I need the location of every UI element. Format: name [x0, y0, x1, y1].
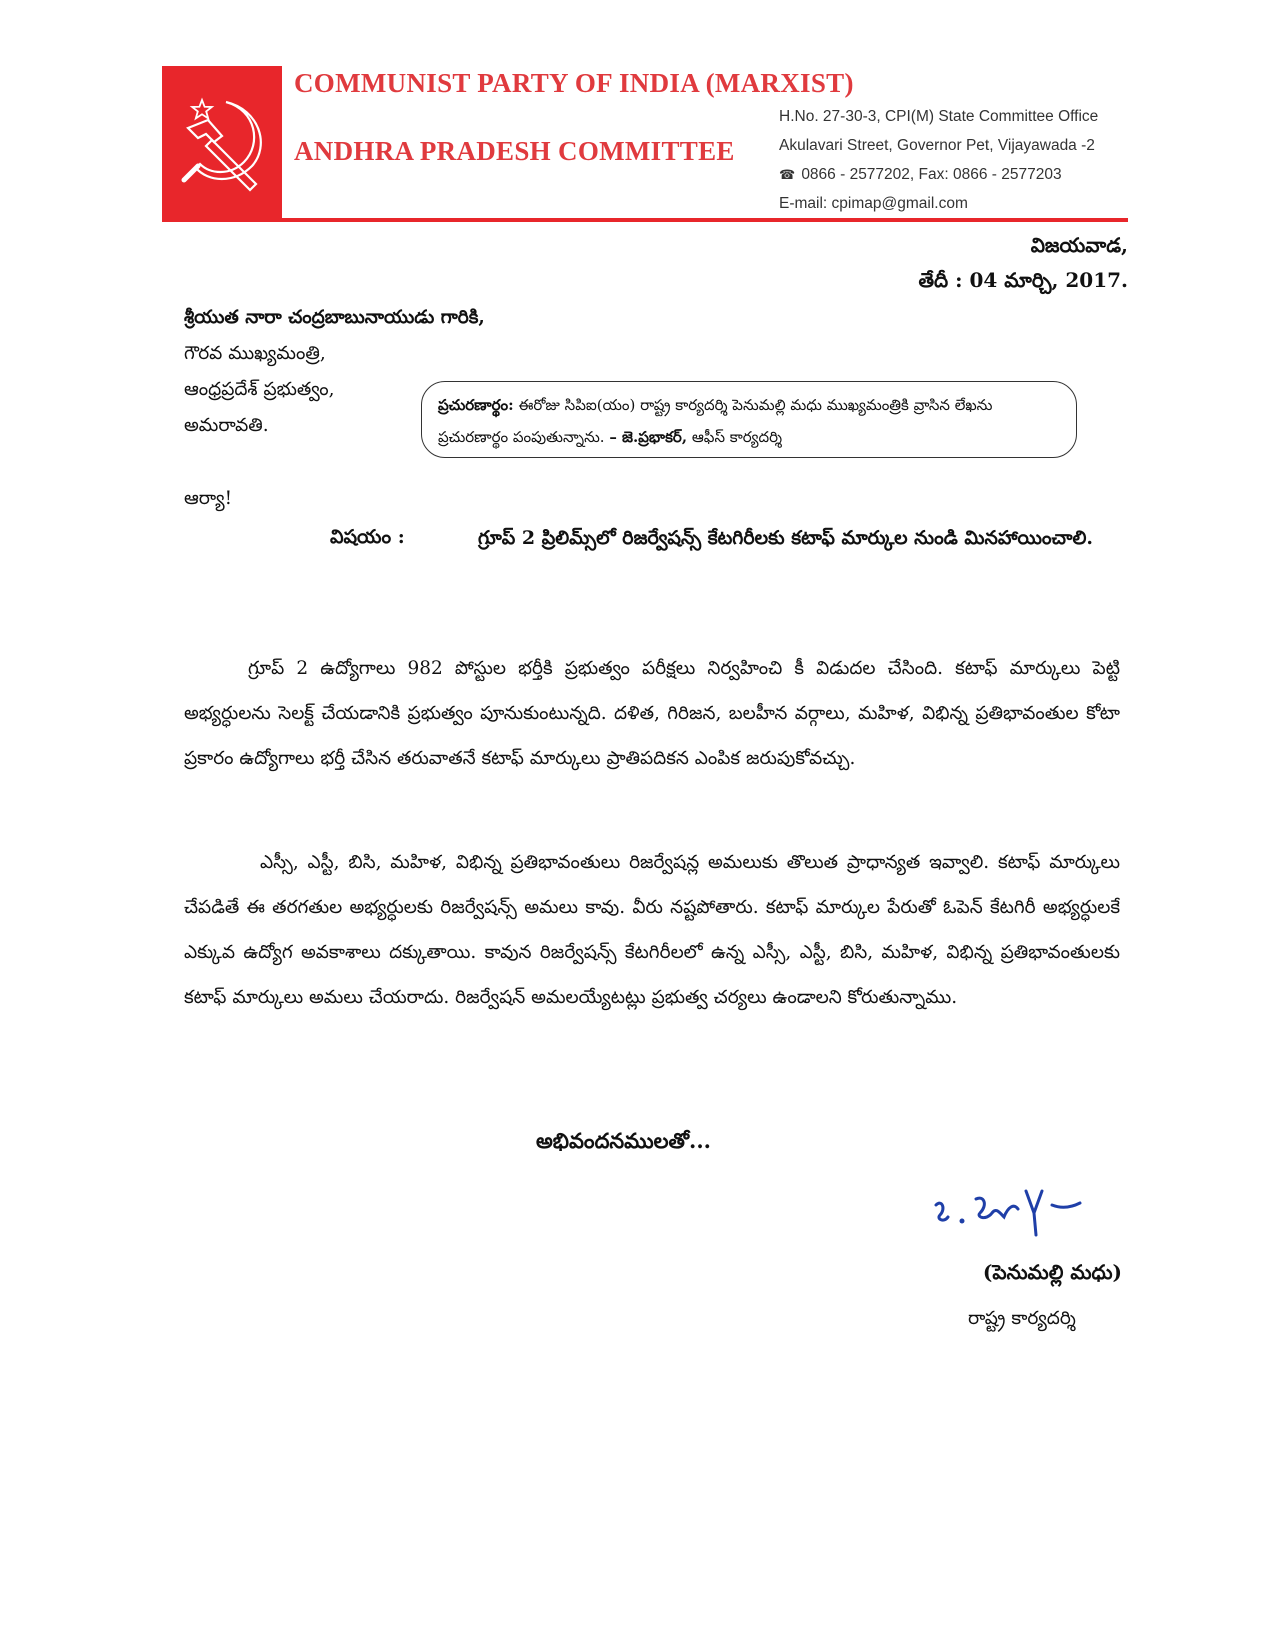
body-paragraph-2: ఎస్సీ, ఎస్టీ, బిసి, మహిళ, విభిన్న ప్రతిభావంతులు రిజర్వేషన్ల అమలుకు తొలుత ప్రాధాన్యత ఇవ్వాలి. కటాఫ్ మార్కులు చేపడితే ఈ తరగతుల అభ్యర్ధులకు రిజర్వేషన్స్ అమలు కావు. వీరు నష్టపోతారు. కటాఫ్ మార్కుల పేరుతో ఓపెన్ కేటగిరీ అభ్యర్ధులకే ఎక్కువ ఉద్యోగ అవకాశాలు దక్కుతాయి. కావున రిజర్వేషన్స్ కేటగిరీలలో ఉన్న ఎస్సీ, ఎస్టీ, బిసి, మహిళ, విభిన్న ప్రతిభావంతులకు కటాఫ్ మార్కులు అమలు చేయరాదు. రిజర్వేషన్ అమలయ్యేటట్లు ప్రభుత్వ చర్యలు ఉండాలని కోరుతున్నాము. [184, 852, 1120, 1008]
recipient-name: శ్రీయుత నారా చంద్రబాబునాయుడు గారికి, [184, 307, 485, 328]
subject-text: గ్రూప్ 2 ప్రిలిమ్స్‌లో రిజర్వేషన్స్ కేటగిరీలకు కటాఫ్ మార్కుల నుండి మినహాయించాలి. [478, 527, 1094, 549]
hammer-and-sickle-icon [164, 96, 274, 196]
recipient-designation: గౌరవ ముఖ్యమంత్రి, [184, 343, 326, 364]
subject-label: విషయం : [330, 526, 405, 548]
press-note-text: ఈరోజు సిపిఐ(యం) రాష్ట్ర కార్యదర్శి పెనుమల్లి మధు ముఖ్యమంత్రికి వ్రాసిన లేఖను ప్రచురణార్థం పంపుతున్నాను. [438, 396, 993, 446]
phone-number: 0866 - 2577202, Fax: 0866 - 2577203 [801, 166, 1062, 183]
party-logo [162, 66, 282, 222]
salutation: ఆర్యా! [184, 488, 233, 509]
closing: అభివందనములతో... [536, 1128, 711, 1153]
handwritten-signature [930, 1183, 1110, 1259]
org-name: COMMUNIST PARTY OF INDIA (MARXIST) [294, 68, 854, 98]
signer-title: రాష్ట్ర కార్యదర్శి [968, 1308, 1076, 1329]
place: విజయవాడ, [1030, 233, 1128, 257]
phone-icon: ☎ [779, 167, 796, 182]
press-note-role: ఆఫీస్ కార్యదర్శి [687, 428, 783, 446]
body-paragraph-1: గ్రూప్ 2 ఉద్యోగాలు 982 పోస్టుల భర్తీకి ప్రభుత్వం పరీక్షలు నిర్వహించి కీ విడుదల చేసింది. కటాఫ్ మార్కులు పెట్టి అభ్యర్ధులను సెలక్ట్ చేయడానికి ప్రభుత్వం పూనుకుంటున్నది. దళిత, గిరిజన, బలహీన వర్గాలు, మహిళ, విభిన్న ప్రతిభావంతుల కోటా ప్రకారం ఉద్యోగాలు భర్తీ చేసిన తరువాతనే కటాఫ్ మార్కులు ప్రాతిపదికన ఎంపిక జరుపుకోవచ్చు. [184, 658, 1120, 769]
org-committee: ANDHRA PRADESH COMMITTEE [294, 136, 735, 166]
press-note-signature: – జె.ప్రభాకర్, [609, 428, 688, 446]
recipient-government: ఆంధ్రప్రదేశ్ ప్రభుత్వం, [184, 379, 335, 400]
letterhead [162, 66, 1128, 222]
signer-name: (పెనుమల్లి మధు) [982, 1260, 1122, 1284]
phone-line [779, 164, 1129, 193]
recipient-city: అమరావతి. [184, 415, 269, 436]
press-note-label: ప్రచురణార్థం: [438, 396, 514, 414]
office-address [779, 106, 1129, 222]
press-note-box [421, 381, 1077, 458]
address-line2: Akulavari Street, Governor Pet, Vijayawada -2 [779, 137, 1095, 154]
letter-date: తేదీ : 04 మార్చి, 2017. [918, 268, 1128, 292]
email-line: E-mail: cpimap@gmail.com [779, 195, 968, 212]
address-line1: H.No. 27-30-3, CPI(M) State Committee Office [779, 108, 1099, 125]
